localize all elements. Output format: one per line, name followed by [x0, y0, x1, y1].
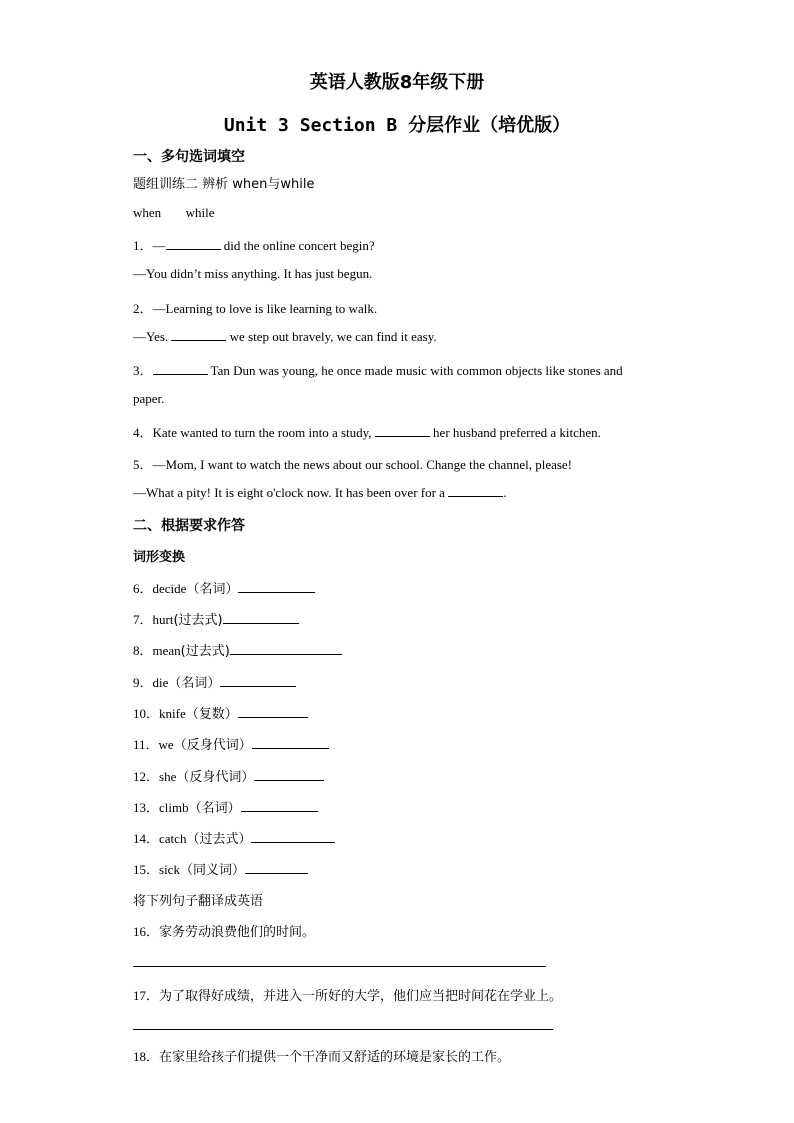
option-when: when: [133, 205, 162, 220]
answer-blank[interactable]: [251, 831, 335, 843]
answer-blank[interactable]: [238, 581, 315, 593]
word-item-7: 7．hurt(过去式): [133, 609, 299, 628]
answer-blank[interactable]: [153, 363, 208, 375]
word-item-9: 9．die（名词）: [133, 672, 296, 691]
section1-heading: 一、多句选词填空: [133, 149, 245, 165]
question-5-reply: —What a pity! It is eight o'clock now. It has been over for a .: [133, 485, 507, 500]
answer-blank[interactable]: [220, 675, 296, 687]
word-item-13: 13．climb（名词）: [133, 797, 318, 816]
word-item-14: 14．catch（过去式）: [133, 828, 335, 847]
translate-subheading: 将下列句子翻译成英语: [133, 894, 264, 909]
group-label: 题组训练二 辨析 when与while: [133, 177, 315, 192]
document-subtitle: Unit 3 Section B 分层作业（培优版）: [223, 115, 571, 136]
answer-blank[interactable]: [254, 769, 324, 781]
question-3: 3． Tan Dun was young, he once made music with common objects like stones and: [133, 363, 623, 378]
option-while: while: [185, 205, 215, 220]
answer-blank[interactable]: [238, 706, 308, 718]
word-item-8: 8．mean(过去式): [133, 640, 342, 659]
question-1: 1．— did the online concert begin?: [133, 238, 375, 253]
translate-item-16: 16．家务劳动浪费他们的时间。: [133, 924, 316, 940]
answer-blank[interactable]: [171, 329, 226, 341]
word-forms-subheading: 词形变换: [133, 550, 186, 565]
answer-blank[interactable]: [245, 862, 308, 874]
answer-blank[interactable]: [230, 643, 342, 655]
translate-item-17: 17．为了取得好成绩，并进入一所好的大学，他们应当把时间花在学业上。: [133, 988, 563, 1004]
question-5: 5．—Mom, I want to watch the news about our school. Change the channel, please!: [133, 457, 573, 472]
question-2: 2．—Learning to love is like learning to walk.: [133, 301, 378, 316]
word-item-15: 15．sick（同义词）: [133, 859, 308, 878]
word-item-12: 12．she（反身代词）: [133, 766, 324, 785]
word-item-11: 11．we（反身代词）: [133, 734, 329, 753]
word-item-6: 6．decide（名词）: [133, 578, 315, 597]
question-4: 4．Kate wanted to turn the room into a study, her husband preferred a kitchen.: [133, 425, 601, 440]
question-1-reply: —You didn’t miss anything. It has just begun.: [133, 266, 373, 281]
translate-item-18: 18．在家里给孩子们提供一个干净而又舒适的环境是家长的工作。: [133, 1049, 511, 1065]
word-options: [133, 205, 215, 221]
answer-blank[interactable]: [166, 238, 221, 250]
answer-blank[interactable]: [223, 612, 299, 624]
question-3-cont: paper.: [133, 391, 165, 406]
word-item-10: 10．knife（复数）: [133, 703, 308, 722]
answer-blank[interactable]: [241, 800, 318, 812]
answer-line-16[interactable]: [133, 966, 546, 967]
answer-blank[interactable]: [252, 737, 329, 749]
section2-heading: 二、根据要求作答: [133, 518, 245, 534]
document-title: 英语人教版8年级下册: [309, 72, 485, 93]
answer-blank[interactable]: [448, 485, 503, 497]
answer-blank[interactable]: [375, 425, 430, 437]
answer-line-17[interactable]: [133, 1029, 553, 1030]
question-2-reply: —Yes. we step out bravely, we can find it easy.: [133, 329, 437, 344]
